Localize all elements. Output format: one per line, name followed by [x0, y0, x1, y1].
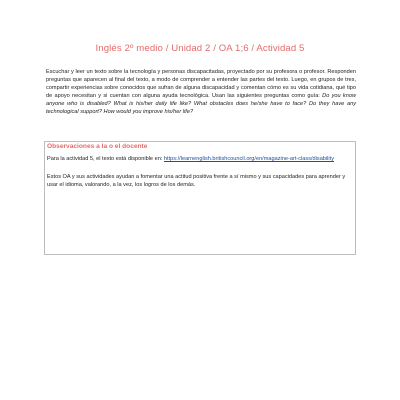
- teacher-notes-heading: Observaciones a la o el docente: [47, 143, 148, 150]
- page-title: Inglés 2º medio / Unidad 2 / OA 1;6 / Actividad 5: [95, 43, 305, 54]
- teacher-notes-text-goals: Estos OA y sus actividades ayudan a fomentar una actitud positiva frente a sí mismo y sus capacidades para aprender y usar el idioma, valorando, a la vez, los logros de los demás.: [47, 174, 346, 188]
- source-prefix: Para la actividad 5, el texto está disponible en:: [47, 156, 164, 162]
- source-link[interactable]: https://learnenglish.britishcouncil.org/en/magazine-art-class/disability: [163, 156, 334, 162]
- activity-description: [46, 68, 356, 117]
- activity-instructions: Escuchar y leer un texto sobre la tecnología y personas discapacitadas, proyectado por su profesora o profesor. Responden preguntas que aparecen al final del texto, a modo de comprender a entender las partes del texto. Luego, en grupos de tres, compartir experiencias sobre conocidos que sufran de alguna discapacidad y comentan cómo es su vida cotidiana, qué tipo de apoyo necesitan y si cuentan con alguna ayuda tecnológica. Usan las siguientes preguntas como guía:: [46, 69, 356, 100]
- guide-questions: Do you know anyone who is disabled? What is his/her daily life like? What obstacles does he/she have to face? Do they have any technological support? How would you improve his/her life?: [46, 93, 356, 116]
- teacher-notes-text-source: [47, 155, 347, 163]
